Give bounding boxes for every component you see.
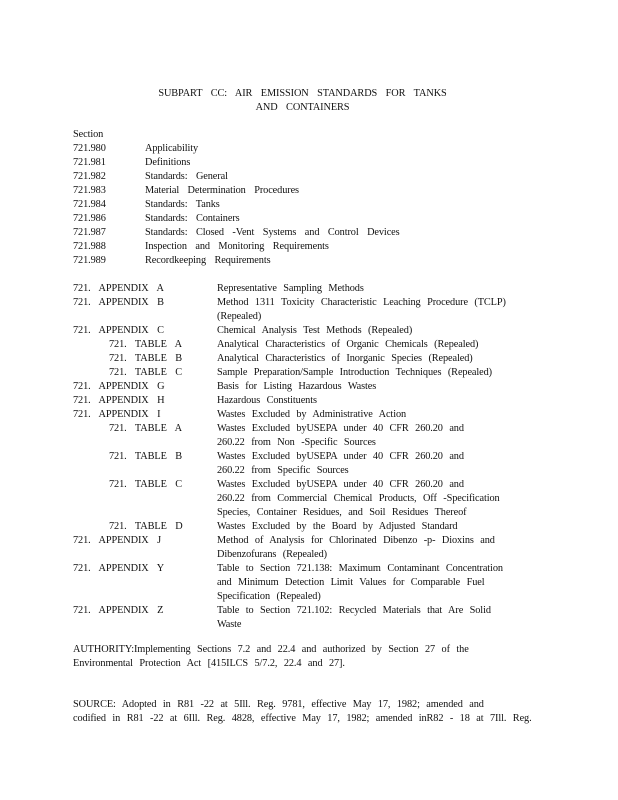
description-line: 260.22 from Non -Specific Sources (217, 437, 376, 448)
appendix-description (217, 604, 538, 632)
table-entry (73, 520, 538, 534)
description-line: Species, Container Residues, and Soil Residues Thereof (217, 507, 467, 518)
section-number: 721.981 (73, 157, 106, 168)
description-line: Wastes Excluded byUSEPA under 40 CFR 260.20 and (217, 451, 464, 462)
section-title: Standards: Containers (145, 213, 240, 224)
section-number: 721.983 (73, 185, 106, 196)
appendix-entry (73, 282, 538, 296)
appendix-label: 721. APPENDIX G (73, 381, 165, 392)
section-heading: Section (73, 129, 104, 140)
description-line: Specification (Repealed) (217, 591, 321, 602)
title-line-1: SUBPART CC: AIR EMISSION STANDARDS FOR TANKS (158, 88, 447, 99)
description-line: Sample Preparation/Sample Introduction Techniques (Repealed) (217, 367, 493, 378)
table-entry (73, 478, 538, 520)
description-line: Waste (217, 619, 242, 630)
table-entry (73, 450, 538, 478)
description-line: Chemical Analysis Test Methods (Repealed) (217, 325, 413, 336)
description-line: Wastes Excluded byUSEPA under 40 CFR 260.20 and (217, 423, 464, 434)
appendix-description (217, 282, 538, 296)
appendix-label: 721. TABLE A (109, 423, 182, 434)
appendix-label: 721. TABLE D (109, 521, 183, 532)
description-line: Table to Section 721.102: Recycled Materials that Are Solid (217, 605, 491, 616)
authority-note (73, 643, 543, 671)
appendix-label: 721. APPENDIX A (73, 283, 164, 294)
appendix-description (217, 324, 538, 338)
appendix-description (217, 352, 538, 366)
appendix-list (73, 282, 538, 632)
table-entry (73, 422, 538, 450)
section-title: Definitions (145, 157, 191, 168)
table-entry (73, 352, 538, 366)
section-number: 721.989 (73, 255, 106, 266)
section-title: Inspection and Monitoring Requirements (145, 241, 329, 252)
source-line-2: codified in R81 -22 at 6Ill. Reg. 4828, effective May 17, 1982; amended inR82 - 18 at 7Ill. Reg. (73, 713, 532, 724)
authority-line-2: Environmental Protection Act [415ILCS 5/7.2, 22.4 and 27]. (73, 658, 345, 669)
appendix-description (217, 478, 538, 520)
appendix-description (217, 394, 538, 408)
description-line: Wastes Excluded by the Board by Adjusted Standard (217, 521, 458, 532)
appendix-entry (73, 562, 538, 604)
description-line: Method 1311 Toxicity Characteristic Leaching Procedure (TCLP) (217, 297, 506, 308)
description-line: Dibenzofurans (Repealed) (217, 549, 327, 560)
description-line: 260.22 from Commercial Chemical Products, Off -Specification (217, 493, 500, 504)
section-number: 721.984 (73, 199, 106, 210)
appendix-label: 721. APPENDIX H (73, 395, 165, 406)
description-line: (Repealed) (217, 311, 262, 322)
appendix-description (217, 450, 538, 478)
appendix-label: 721. APPENDIX Z (73, 605, 164, 616)
description-line: 260.22 from Specific Sources (217, 465, 349, 476)
description-line: Method of Analysis for Chlorinated Dibenzo -p- Dioxins and (217, 535, 495, 546)
appendix-description (217, 562, 538, 604)
appendix-label: 721. TABLE A (109, 339, 182, 350)
appendix-label: 721. TABLE B (109, 353, 182, 364)
source-note (73, 698, 543, 726)
description-line: Wastes Excluded by Administrative Action (217, 409, 407, 420)
description-line: Table to Section 721.138: Maximum Contaminant Concentration (217, 563, 503, 574)
table-entry (73, 338, 538, 352)
description-line: Basis for Listing Hazardous Wastes (217, 381, 377, 392)
description-line: and Minimum Detection Limit Values for Comparable Fuel (217, 577, 485, 588)
appendix-description (217, 408, 538, 422)
section-number: 721.982 (73, 171, 106, 182)
source-line-1: SOURCE: Adopted in R81 -22 at 5Ill. Reg. 9781, effective May 17, 1982; amended and (73, 699, 484, 710)
appendix-label: 721. APPENDIX C (73, 325, 164, 336)
section-number: 721.987 (73, 227, 106, 238)
description-line: Wastes Excluded byUSEPA under 40 CFR 260.20 and (217, 479, 464, 490)
section-title: Standards: Closed -Vent Systems and Control Devices (145, 227, 400, 238)
appendix-entry (73, 380, 538, 394)
appendix-description (217, 534, 538, 562)
section-title: Standards: Tanks (145, 199, 220, 210)
section-number: 721.986 (73, 213, 106, 224)
appendix-description (217, 366, 538, 380)
description-line: Representative Sampling Methods (217, 283, 364, 294)
appendix-description (217, 296, 538, 324)
appendix-entry (73, 394, 538, 408)
section-title: Recordkeeping Requirements (145, 255, 271, 266)
section-number: 721.980 (73, 143, 106, 154)
appendix-entry (73, 604, 538, 632)
appendix-description (217, 380, 538, 394)
appendix-description (217, 520, 538, 534)
appendix-description (217, 338, 538, 352)
appendix-label: 721. TABLE C (109, 367, 182, 378)
section-title: Applicability (145, 143, 199, 154)
section-title: Material Determination Procedures (145, 185, 299, 196)
appendix-entry (73, 534, 538, 562)
appendix-label: 721. TABLE B (109, 451, 182, 462)
appendix-entry (73, 296, 538, 324)
title-line-2: AND CONTAINERS (255, 102, 350, 113)
appendix-entry (73, 324, 538, 338)
appendix-label: 721. APPENDIX I (73, 409, 161, 420)
description-line: Analytical Characteristics of Inorganic Species (Repealed) (217, 353, 473, 364)
authority-line-1: AUTHORITY:Implementing Sections 7.2 and 22.4 and authorized by Section 27 of the (73, 644, 469, 655)
appendix-label: 721. TABLE C (109, 479, 182, 490)
appendix-label: 721. APPENDIX B (73, 297, 164, 308)
appendix-entry (73, 408, 538, 422)
section-title: Standards: General (145, 171, 228, 182)
appendix-description (217, 422, 538, 450)
page-title (100, 87, 505, 115)
table-entry (73, 366, 538, 380)
appendix-label: 721. APPENDIX J (73, 535, 162, 546)
appendix-label: 721. APPENDIX Y (73, 563, 165, 574)
section-number: 721.988 (73, 241, 106, 252)
description-line: Hazardous Constituents (217, 395, 317, 406)
description-line: Analytical Characteristics of Organic Chemicals (Repealed) (217, 339, 479, 350)
